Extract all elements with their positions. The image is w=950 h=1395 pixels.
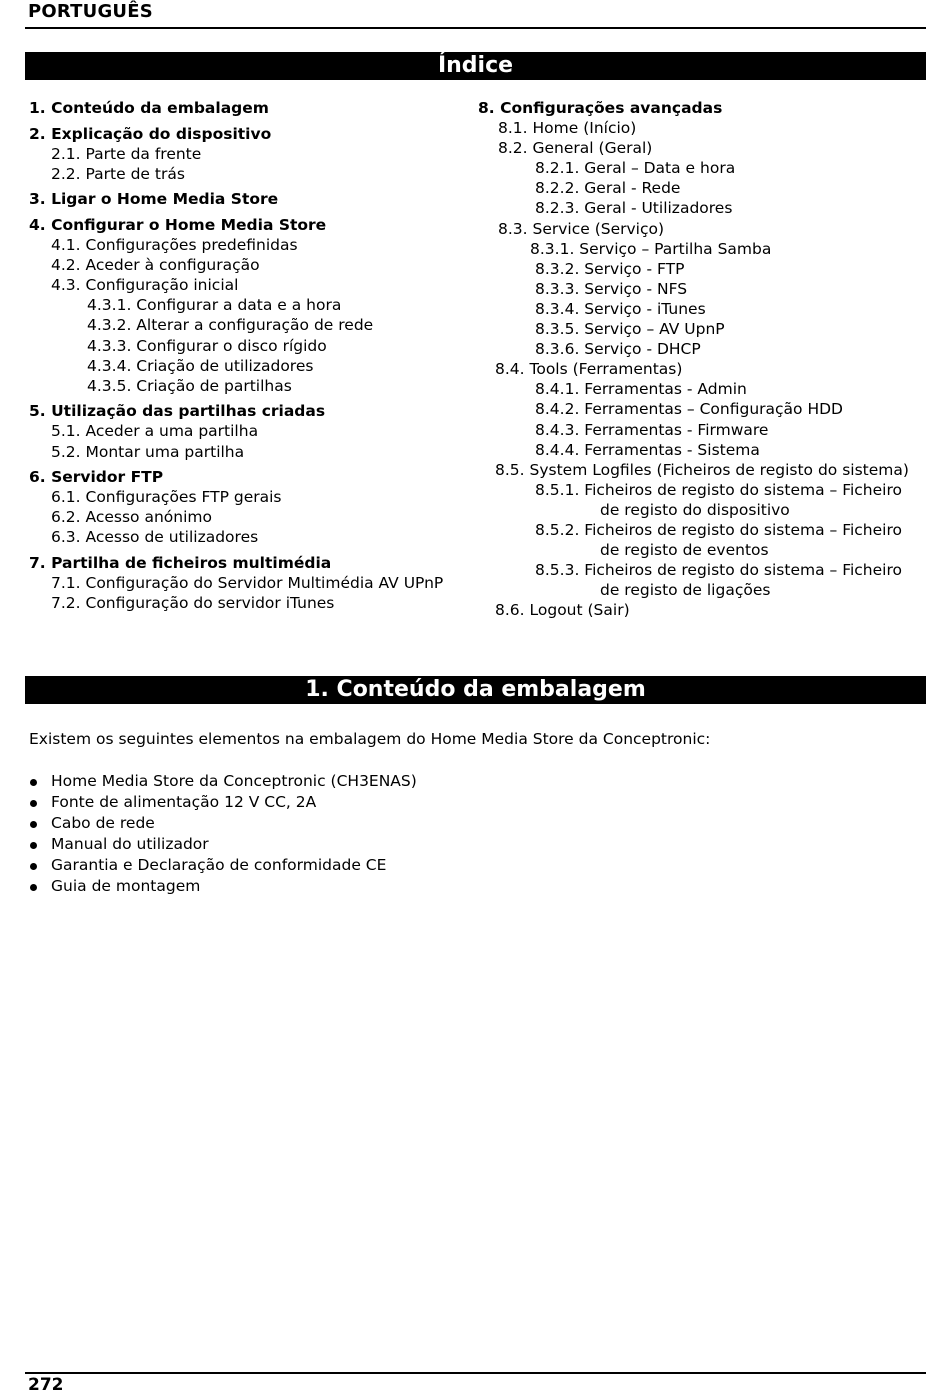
index-title-bar [25,52,926,80]
toc-entry[interactable]: 2.2. Parte de trás [51,164,185,183]
toc-entry[interactable]: 8.3.4. Serviço - iTunes [535,299,706,318]
toc-left-column [29,98,443,613]
toc-entry[interactable]: 4.1. Configurações predefinidas [51,236,298,255]
toc-entry[interactable]: 8.3.2. Serviço - FTP [535,259,685,278]
page-number: 272 [28,1375,64,1395]
toc-entry[interactable]: 8.5.1. Ficheiros de registo do sistema – Ficheiro [535,480,902,499]
toc-entry[interactable]: 5. Utilização das partilhas criadas [29,402,326,421]
toc-entry[interactable]: 4.3. Configuração inicial [51,276,239,295]
header-rule [25,27,926,29]
footer-rule [25,1372,926,1374]
toc-entry[interactable]: de registo de ligações [600,581,771,600]
toc-entry[interactable]: 8.2.1. Geral – Data e hora [535,159,736,178]
toc-entry[interactable]: 4.3.4. Criação de utilizadores [87,356,314,375]
toc-entry[interactable]: 4. Configurar o Home Media Store [29,215,327,234]
toc-entry[interactable]: 3. Ligar o Home Media Store [29,190,279,209]
toc-entry[interactable]: 7.1. Configuração do Servidor Multimédia AV UPnP [51,574,444,593]
toc-entry[interactable]: 8.4.4. Ferramentas - Sistema [535,440,760,459]
bullet-icon [30,821,37,828]
toc-entry[interactable]: 8.5. System Logfiles (Ficheiros de registo do sistema) [495,460,909,479]
toc-entry[interactable]: 8.4. Tools (Ferramentas) [495,360,683,379]
toc-entry[interactable]: 8.3.1. Serviço – Partilha Samba [530,239,772,258]
toc-entry[interactable]: 8.2. General (Geral) [498,139,653,158]
section-intro: Existem os seguintes elementos na embalagem do Home Media Store da Conceptronic: [29,730,711,748]
toc-entry[interactable]: 4.3.5. Criação de partilhas [87,376,292,395]
toc-entry[interactable]: 6.1. Configurações FTP gerais [51,488,282,507]
toc-entry[interactable]: 4.3.1. Configurar a data e a hora [87,296,342,315]
toc-entry[interactable]: 7. Partilha de ficheiros multimédia [29,553,332,572]
toc-entry[interactable]: 4.2. Aceder à configuração [51,256,260,275]
list-item: Cabo de rede [29,813,417,834]
toc-entry[interactable]: 8.3.5. Serviço – AV UpnP [535,320,725,339]
toc-entry[interactable]: 5.2. Montar uma partilha [51,442,245,461]
section-title-bar [25,676,926,704]
list-item: Manual do utilizador [29,834,417,855]
toc-entry[interactable]: 6.2. Acesso anónimo [51,508,212,527]
list-item: Guia de montagem [29,876,417,897]
toc-entry[interactable]: 5.1. Aceder a uma partilha [51,422,259,441]
toc-entry[interactable]: 4.3.3. Configurar o disco rígido [87,336,327,355]
toc-entry[interactable]: 8.6. Logout (Sair) [495,601,630,620]
bullet-icon [30,842,37,849]
index-title: Índice [437,53,514,78]
toc-entry[interactable]: 1. Conteúdo da embalagem [29,99,269,117]
toc-entry[interactable]: 8.3.3. Serviço - NFS [535,279,688,298]
language-header: PORTUGUÊS [28,1,153,22]
bullet-icon [30,800,37,807]
toc-right-column [478,98,909,620]
toc-entry[interactable]: 8.4.2. Ferramentas – Configuração HDD [535,400,843,419]
toc-entry[interactable]: 2.1. Parte da frente [51,144,202,163]
toc-entry[interactable]: 2. Explicação do dispositivo [29,124,272,143]
package-contents-list [29,771,417,898]
toc-entry[interactable]: 8.4.3. Ferramentas - Firmware [535,420,769,439]
toc-entry[interactable]: 8. Configurações avançadas [478,99,723,117]
toc-entry[interactable]: 8.2.3. Geral - Utilizadores [535,199,733,218]
list-item: Garantia e Declaração de conformidade CE [29,855,417,876]
bullet-icon [30,884,37,891]
toc-entry[interactable]: 8.3. Service (Serviço) [498,219,665,238]
toc-entry[interactable]: 4.3.2. Alterar a configuração de rede [87,316,374,335]
section-title: 1. Conteúdo da embalagem [305,677,646,702]
toc-entry[interactable]: 8.1. Home (Início) [498,119,637,138]
list-item: Fonte de alimentação 12 V CC, 2A [29,792,417,813]
toc-entry[interactable]: 7.2. Configuração do servidor iTunes [51,594,335,613]
bullet-icon [30,779,37,786]
toc-entry[interactable]: 8.5.3. Ficheiros de registo do sistema – Ficheiro [535,561,902,580]
bullet-icon [30,863,37,870]
list-item: Home Media Store da Conceptronic (CH3ENAS) [29,771,417,792]
toc-entry[interactable]: 8.2.2. Geral - Rede [535,179,681,198]
toc-entry[interactable]: 8.4.1. Ferramentas - Admin [535,380,747,399]
toc-entry[interactable]: de registo de eventos [600,541,769,560]
toc-entry[interactable]: 8.3.6. Serviço - DHCP [535,340,701,359]
toc-entry[interactable]: de registo do dispositivo [600,500,790,519]
toc-entry[interactable]: 6.3. Acesso de utilizadores [51,528,259,547]
toc-entry[interactable]: 6. Servidor FTP [29,468,164,487]
toc-entry[interactable]: 8.5.2. Ficheiros de registo do sistema – Ficheiro [535,520,902,539]
